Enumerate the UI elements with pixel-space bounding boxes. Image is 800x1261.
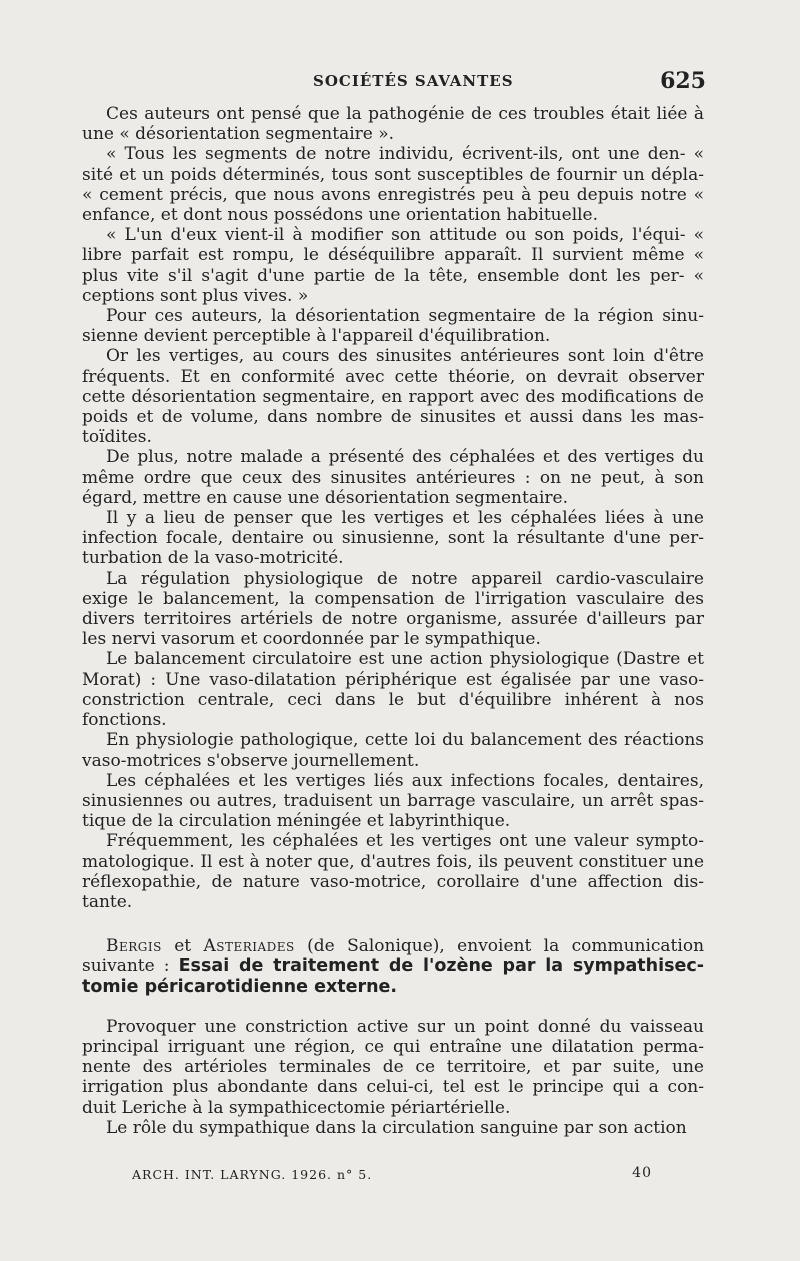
journal-reference: ARCH. INT. LARYNG. 1926. n° 5. [132,1167,373,1182]
author-name: Bergis [106,936,162,957]
section-gap [82,912,704,936]
communication-heading [82,936,704,997]
page-number: 625 [660,68,706,94]
quote-paragraph: « L'un d'eux vient-il à modifier son attitude ou son poids, l'équi- « libre parfait est rompu, le déséquilibre apparaît. Il survient même « plus vite s'il s'agit d'une partie de la tête, ensemble dont les per- « ceptions sont plus vives. » [82,225,704,306]
author-name: Asteriades [203,936,295,957]
paragraph: La régulation physiologique de notre appareil cardio-vasculaire exige le balancement, la compensation de l'irrigation vasculaire des divers territoires artériels de notre organisme, assurée d'ailleurs par les nervi vasorum et coordonnée par le sympathique. [82,568,704,650]
quote-paragraph: « Tous les segments de notre individu, écrivent-ils, ont une den- « sité et un poids déterminés, tous sont susceptibles de fournir un dépla- « cement précis, que nous avons enregistrés peu à peu depuis notre « enfance, et dont nous possédons une orientation habituelle. [82,144,704,226]
communication-title: Essai de traitement de l'ozène par la sympathisec- tomie péricarotidienne externe. [82,956,704,997]
paragraph: Les céphalées et les vertiges liés aux infections focales, dentaires, sinusiennes ou autres, traduisent un barrage vasculaire, un arrêt spas- tique de la circulation méningée et labyrinthique. [82,770,704,832]
paragraph: Il y a lieu de penser que les vertiges et les céphalées liées à une infection focale, dentaire ou sinusienne, sont la résultante d'une per- turbation de la vaso-motricité. [82,508,704,569]
paragraph: Or les vertiges, au cours des sinusites antérieures sont loin d'être fréquents. Et en conformité avec cette théorie, on devrait observer cette désorientation segmentaire, en rapport avec des modifications de poids et de volume, dans nombre de sinusites et aussi dans les mas- toïdites. [82,346,704,448]
paragraph: En physiologie pathologique, cette loi du balancement des réactions vaso-motrices s'observe journellement. [82,730,704,771]
conjunction: et [174,936,192,957]
paragraph: Pour ces auteurs, la désorientation segmentaire de la région sinu- sienne devient perceptible à l'appareil d'équilibration. [82,306,704,347]
running-title: SOCIÉTÉS SAVANTES [313,72,514,90]
section-gap [82,997,704,1017]
paragraph: De plus, notre malade a présenté des céphalées et des vertiges du même ordre que ceux des sinusites antérieures : on ne peut, à son égard, mettre en cause une désorientation segmentaire. [82,447,704,508]
sheet-number: 40 [632,1165,652,1181]
page-footer [132,1165,662,1187]
paragraph: Provoquer une constriction active sur un point donné du vaisseau principal irriguant une région, ce qui entraîne une dilatation perma- nente des artérioles terminales de ce territoire, et par suite, une irrigation plus abondante dans celui-ci, tel est le principe qui a con- duit Leriche à la sympathicectomie périartérielle. [82,1016,704,1118]
paragraph: Fréquemment, les céphalées et les vertiges ont une valeur sympto- matologique. Il est à noter que, d'autres fois, ils peuvent constituer une réflexopathie, de nature vaso-motrice, corollaire d'une affection dis- tante. [82,831,704,912]
running-header [108,68,708,98]
article-body [82,104,704,1138]
paragraph: Le rôle du sympathique dans la circulation sanguine par son action [106,1117,687,1138]
paragraph: Ces auteurs ont pensé que la pathogénie de ces troubles était liée à une « désorientation segmentaire ». [82,104,704,145]
communication-intro: (de Salonique), envoient la communication suivante : [82,936,705,977]
paragraph: Le balancement circulatoire est une action physiologique (Dastre et Morat) : Une vaso-dilatation périphérique est égalisée par une vaso- constriction centrale, ceci dans le but d'équilibre inhérent à nos fonctions. [82,649,704,731]
